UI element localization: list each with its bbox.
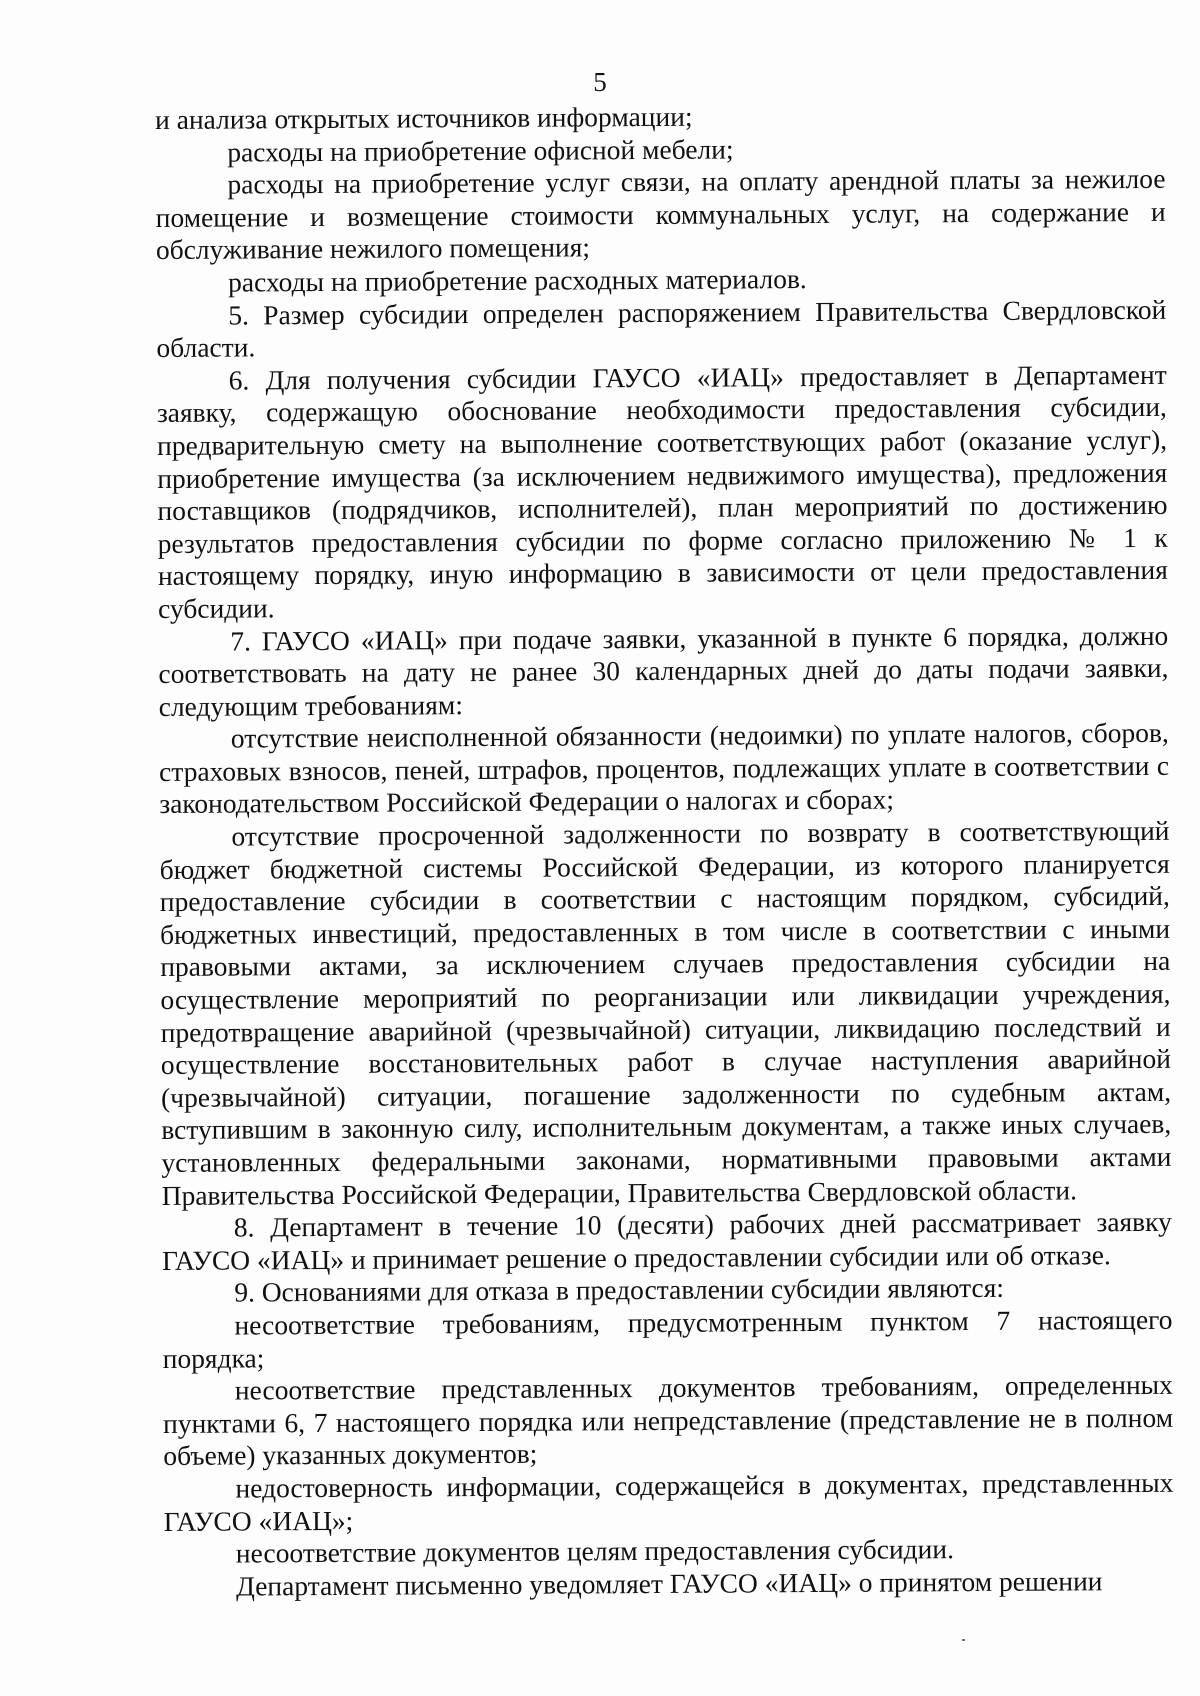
- paragraph-refusal-reason-4: несоответствие документов целям предоставления субсидии.: [235, 1533, 955, 1569]
- scan-artifact: [962, 1639, 965, 1641]
- paragraph-refusal-reason-3: недостоверность информации, содержащейся в документах, представленных ГАУСО «ИАЦ»;: [163, 1466, 1174, 1537]
- paragraph-item-9: 9. Основаниями для отказа в предоставлении субсидии являются:: [234, 1272, 1005, 1308]
- paragraph-communication-rent: расходы на приобретение услуг связи, на оплату арендной платы за нежилое помещение и возмещение стоимости коммунальных услуг, на содержание и обслуживание нежилого помещения;: [155, 163, 1166, 266]
- paragraph-item-6: 6. Для получения субсидии ГАУСО «ИАЦ» предоставляет в Департамент заявку, содержащую обоснование необходимости предоставления субсидии, предварительную смету на выполнение соответствующих работ (оказание услуг), приобретение имущества (за исключением недвижимого имущества), предложения поставщиков (подрядчиков, исполнителей), план мероприятий по достижению результатов предоставления субсидии по форме согласно приложению № 1 к настоящему порядку, иную информацию в зависимости от цели предоставления субсидии.: [156, 358, 1168, 624]
- paragraph-item-5: 5. Размер субсидии определен распоряжением Правительства Свердловской области.: [156, 293, 1167, 364]
- document-body: [155, 98, 1174, 1603]
- paragraph-item-8: 8. Департамент в течение 10 (десяти) рабочих дней рассматривает заявку ГАУСО «ИАЦ» и принимает решение о предоставлении субсидии или об отказе.: [161, 1205, 1172, 1276]
- paragraph-office-furniture: расходы на приобретение офисной мебели;: [227, 133, 734, 168]
- page-number: 5: [593, 67, 607, 97]
- paragraph-continuation: и анализа открытых источников информации;: [155, 100, 693, 135]
- paragraph-refusal-reason-2: несоответствие представленных документов требованиям, определенных пунктами 6, 7 настоящего порядка или непредставление (представление не в полном объеме) указанных документов;: [162, 1368, 1174, 1472]
- paragraph-consumables: расходы на приобретение расходных материалов.: [227, 262, 807, 298]
- paragraph-no-tax-arrears: отсутствие неисполненной обязанности (недоимки) по уплате налогов, сборов, страховых взносов, пеней, штрафов, процентов, подлежащих уплате в соответствии с законодательством Российской Федерации о налогах и сборах;: [158, 717, 1170, 820]
- paragraph-item-7: 7. ГАУСО «ИАЦ» при подаче заявки, указанной в пункте 6 порядка, должно соответствовать на дату не ранее 30 календарных дней до даты подачи заявки, следующим требованиям:: [158, 619, 1169, 722]
- paragraph-refusal-reason-1: несоответствие требованиям, предусмотренным пунктом 7 настоящего порядка;: [162, 1303, 1173, 1374]
- paragraph-notification: Департамент письменно уведомляет ГАУСО «ИАЦ» о принятом решении: [235, 1564, 1103, 1602]
- paragraph-no-overdue-debt: отсутствие просроченной задолженности по возврату в соответствующий бюджет бюджетной системы Российской Федерации, из которого планируется предоставление субсидии в соответствии с настоящим порядком, субсидий, бюджетных инвестиций, предоставленных в том числе в соответствии с иными правовыми актами, за исключением случаев предоставления субсидии на осуществление мероприятий по реорганизации или ликвидации учреждения, предотвращение аварийной (чрезвычайной) ситуации, ликвидацию последствий и осуществление восстановительных работ в случае наступления аварийной (чрезвычайной) ситуации, погашение задолженности по судебным актам, вступившим в законную силу, исполнительным документам, а также иных случаев, установленных федеральными законами, нормативными правовыми актами Правительства Российской Федерации, Правительства Свердловской области.: [159, 814, 1172, 1211]
